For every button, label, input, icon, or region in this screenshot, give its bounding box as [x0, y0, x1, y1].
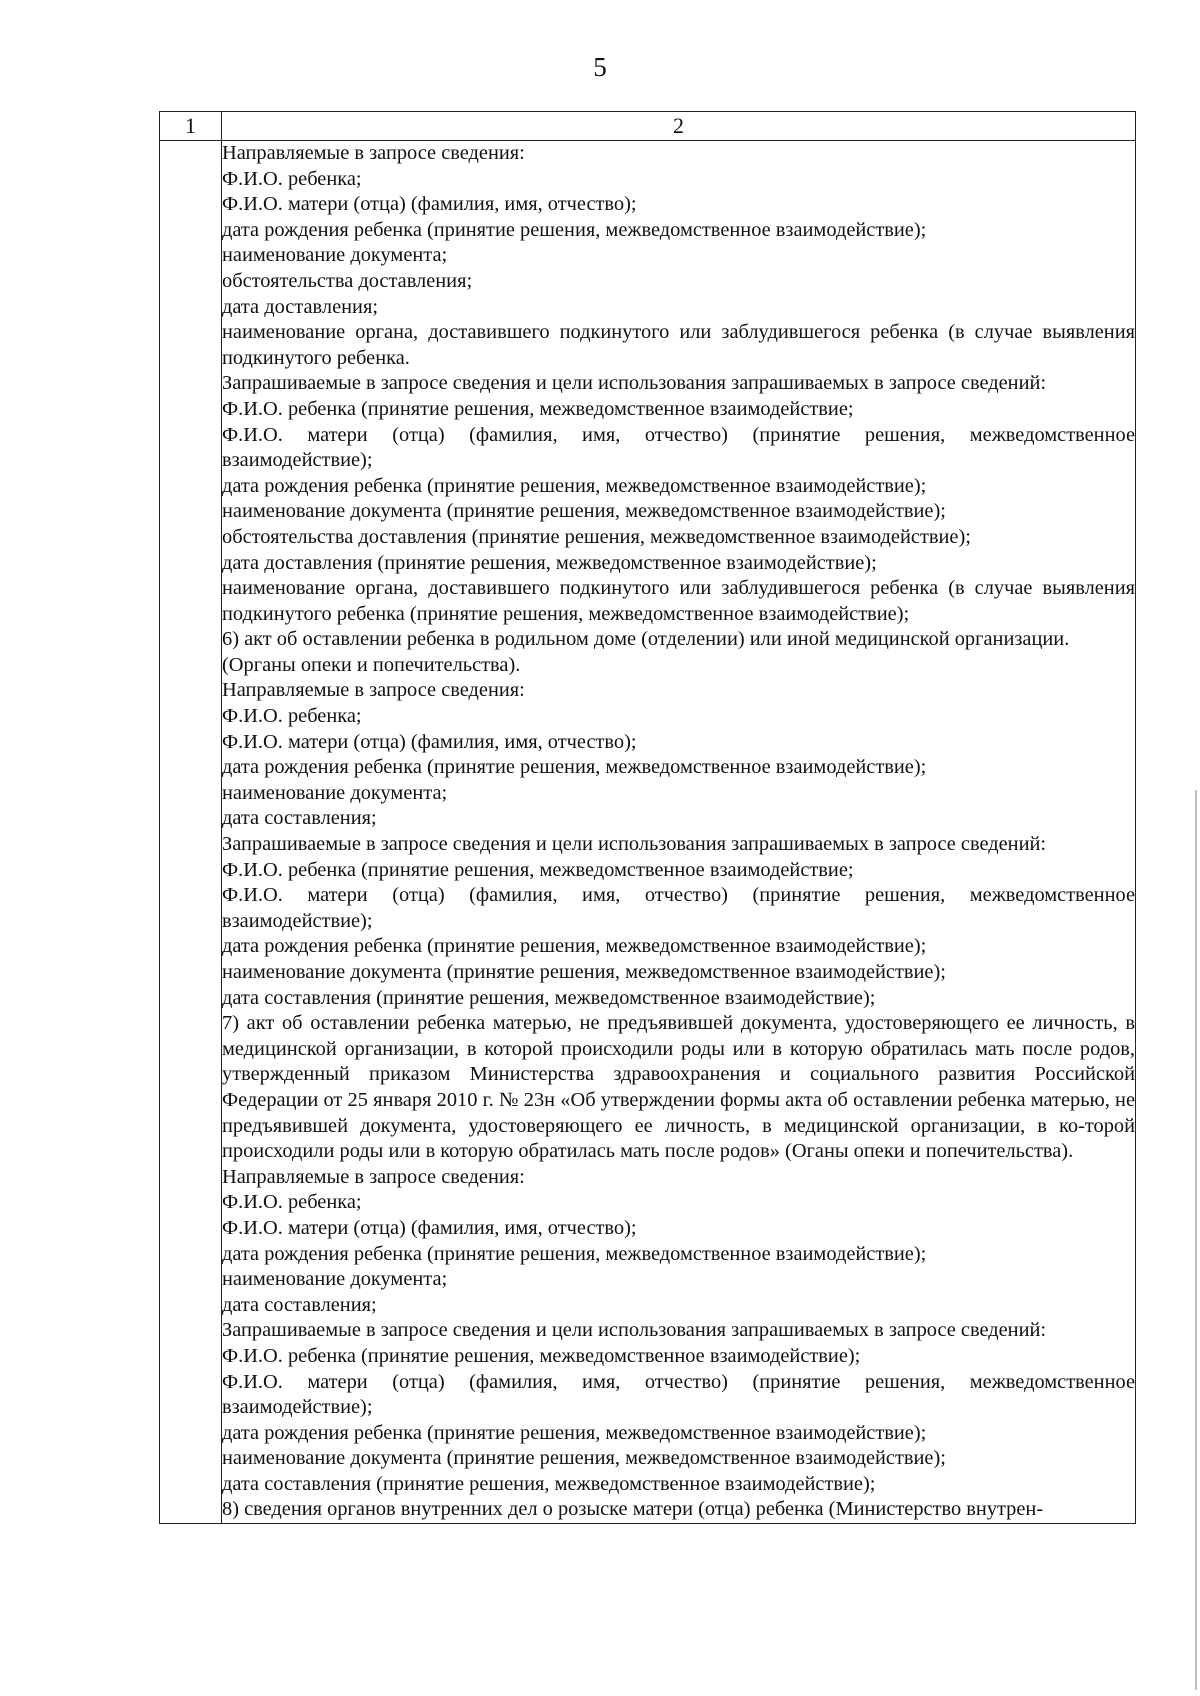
text-line: дата доставления (принятие решения, межведомственное взаимодействие); — [222, 551, 877, 574]
text-line: наименование документа (принятие решения, межведомственное взаимодействие); — [222, 961, 946, 983]
text-line: наименование документа; — [222, 781, 448, 804]
document-table — [159, 111, 1136, 1524]
text-line: дата рождения ребенка (принятие решения, межведомственное взаимодействие); — [222, 1242, 927, 1265]
text-line: Запрашиваемые в запросе сведения и цели использования запрашиваемых в запросе сведений: — [222, 833, 1047, 856]
text-line: наименование органа, доставившего подкинутого или заблудившегося ребенка (в случае выявления подкинутого ребенка. — [222, 321, 1135, 369]
column-2-cell — [222, 141, 1136, 1524]
text-line: наименование документа (принятие решения, межведомственное взаимодействие); — [222, 500, 946, 523]
text-line: дата рождения ребенка (принятие решения, межведомственное взаимодействие); — [222, 935, 927, 958]
text-line: Ф.И.О. ребенка; — [222, 705, 362, 728]
text-line: Ф.И.О. матери (отца) (фамилия, имя, отчество); — [222, 730, 637, 753]
table-row — [160, 141, 1136, 1524]
scan-edge-line — [1195, 790, 1197, 1690]
text-line: Ф.И.О. матери (отца) (фамилия, имя, отчество); — [222, 1216, 637, 1239]
text-line: Запрашиваемые в запросе сведения и цели использования запрашиваемых в запросе сведений: — [222, 372, 1047, 395]
text-line: обстоятельства доставления (принятие решения, межведомственное взаимодействие); — [222, 525, 971, 548]
text-line: обстоятельства доставления; — [222, 269, 473, 292]
text-line: дата рождения ребенка (принятие решения, межведомственное взаимодействие); — [222, 474, 927, 497]
text-line: Ф.И.О. матери (отца) (фамилия, имя, отчество) (принятие решения, межведомственное взаимодействие); — [222, 884, 1135, 932]
text-line: дата составления; — [222, 807, 377, 830]
text-line: дата составления; — [222, 1293, 377, 1316]
text-line: наименование документа (принятие решения, межведомственное взаимодействие); — [222, 1447, 946, 1470]
column-header-1: 1 — [160, 112, 222, 141]
text-line: Ф.И.О. матери (отца) (фамилия, имя, отчество) (принятие решения, межведомственное взаимодействие); — [222, 1370, 1135, 1419]
text-line: Запрашиваемые в запросе сведения и цели использования запрашиваемых в запросе сведений: — [222, 1319, 1047, 1342]
text-line: дата рождения ребенка (принятие решения, межведомственное взаимодействие); — [222, 218, 927, 241]
text-line: (Органы опеки и попечительства). — [222, 653, 521, 676]
text-line: наименование документа; — [222, 1268, 448, 1291]
text-line: наименование органа, доставившего подкинутого или заблудившегося ребенка (в случае выявления подкинутого ребенка (принятие решения, межведомственное взаимодействие); — [222, 577, 1135, 625]
text-line: Ф.И.О. ребенка (принятие решения, межведомственное взаимодействие; — [222, 858, 854, 881]
page-number: 5 — [593, 52, 607, 82]
table-header-row — [160, 112, 1136, 141]
text-line: Ф.И.О. ребенка (принятие решения, межведомственное взаимодействие); — [222, 1344, 861, 1367]
text-line: Направляемые в запросе сведения: — [222, 679, 525, 702]
column-1-cell — [160, 141, 222, 1524]
text-line: дата составления (принятие решения, межведомственное взаимодействие); — [222, 986, 876, 1009]
column-header-2: 2 — [222, 112, 1136, 141]
text-line: Ф.И.О. ребенка; — [222, 1191, 362, 1214]
text-line: Ф.И.О. матери (отца) (фамилия, имя, отчество); — [222, 193, 637, 216]
text-line: Ф.И.О. ребенка (принятие решения, межведомственное взаимодействие; — [222, 397, 854, 420]
text-line: 6) акт об оставлении ребенка в родильном доме (отделении) или иной медицинской организации. — [222, 628, 1070, 651]
text-line: Направляемые в запросе сведения: — [222, 142, 525, 164]
text-line: Ф.И.О. ребенка; — [222, 167, 362, 190]
text-line: наименование документа; — [222, 244, 448, 267]
text-line: дата составления (принятие решения, межведомственное взаимодействие); — [222, 1472, 876, 1495]
text-line: 8) сведения органов внутренних дел о розыске матери (отца) ребенка (Министерство внутрен- — [222, 1498, 1044, 1521]
text-line: дата рождения ребенка (принятие решения, межведомственное взаимодействие); — [222, 756, 927, 779]
text-line: дата доставления; — [222, 295, 378, 318]
text-line: дата рождения ребенка (принятие решения, межведомственное взаимодействие); — [222, 1421, 927, 1444]
text-line: Направляемые в запросе сведения: — [222, 1165, 525, 1188]
text-line: Ф.И.О. матери (отца) (фамилия, имя, отчество) (принятие решения, межведомственное взаимодействие); — [222, 423, 1135, 472]
text-line: 7) акт об оставлении ребенка матерью, не предъявившей документа, удостоверяющего ее личность, в медицинской организации, в которой происходили роды или в которую обратилась мать после родов, утвержденный приказом Министерства здравоохранения и социального развития Российской Федерации от 25 января 2010 г. № 23н «Об утверждении формы акта об оставлении ребенка матерью, не предъявившей документа, удостоверяющего ее личность, в медицинской организации, в ко-торой происходили роды или в которую обратилась мать после родов» (Оганы опеки и попечительства). — [222, 1012, 1135, 1163]
